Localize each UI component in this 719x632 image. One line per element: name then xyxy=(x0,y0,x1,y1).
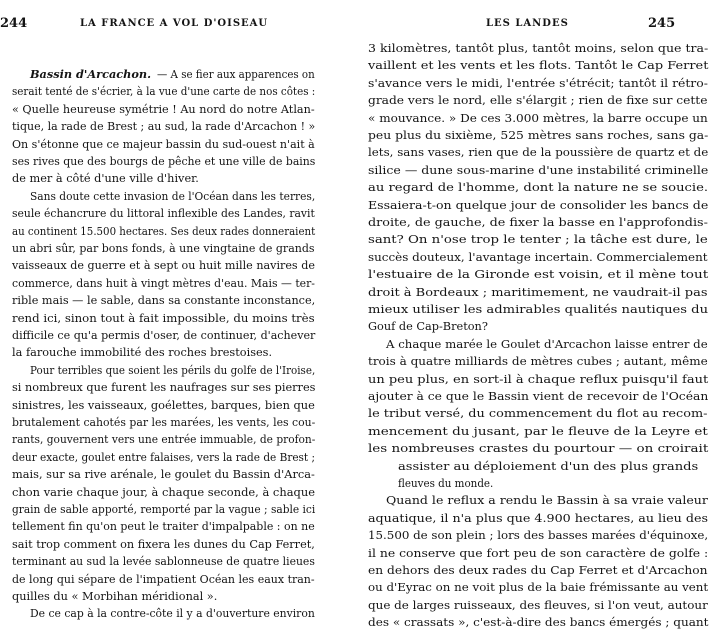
text-line: lets, sans vases, rien que de la poussière de quartz et de xyxy=(368,146,709,160)
text-line: silice — dune sous-marine d'une instabilité criminelle xyxy=(368,163,709,177)
text-line: trois à quatre milliards de mètres cubes ; autant, même xyxy=(368,355,708,369)
text-line: un abri sûr, par bons fonds, à une vingtaine de grands xyxy=(12,242,315,255)
text-line: sait trop comment on fixera les dunes du Cap Ferret, xyxy=(12,537,315,551)
text-line: commerce, dans huit à vingt mètres d'eau. Mais — ter- xyxy=(12,276,315,290)
text-line: seule échancrure du littoral inflexible des Landes, ravit xyxy=(12,207,315,221)
text-line: au continent 15.500 hectares. Ses deux rades donneraient xyxy=(12,224,316,238)
text-line: aquatique, il n'a plus que 4.900 hectares, au lieu des xyxy=(368,511,708,525)
text-line: A chaque marée le Goulet d'Arcachon laisse entrer de xyxy=(386,337,708,351)
text-line: Gouf de Cap-Breton? xyxy=(368,320,488,334)
text-line: rible mais — le sable, dans sa constante inconstance, xyxy=(12,294,316,308)
text-line: l'estuaire de la Gironde est voisin, et il mène tout xyxy=(368,268,709,282)
text-line: si nombreux que furent les naufrages sur ses pierres xyxy=(12,381,316,395)
text-line: fleuves du monde. xyxy=(398,477,494,490)
text-line: brutalement cahotés par les marées, les vents, les cou- xyxy=(12,416,316,429)
text-line: « Quelle heureuse symétrie ! Au nord do notre Atlan- xyxy=(12,102,315,116)
text-line: serait tenté de s'écrier, à la vue d'une carte de nos côtes : xyxy=(12,85,316,99)
text-line: le tribut versé, du commencement du flot au recom- xyxy=(368,407,708,421)
text-line: terminant au sud la levée sablonneuse de quatre lieues xyxy=(12,555,315,569)
text-line: Essaiera-t-on quelque jour de consolider les bancs de xyxy=(368,198,709,212)
text-line: droite, de gauche, de fixer la basse en l'approfondis- xyxy=(368,216,708,229)
text-line: mais, sur sa rive arénale, le goulet du Bassin d'Arca- xyxy=(12,468,315,482)
text-line: il ne conserve que fort peu de son caractère de golfe : xyxy=(368,546,709,560)
text-line: la farouche immobilité des roches brestoises. xyxy=(12,346,273,360)
text-line: mencement du jusant, par le fleuve de la Leyre et xyxy=(368,424,708,438)
text-line: Quand le reflux a rendu le Bassin à sa vraie valeur xyxy=(386,494,708,508)
text-line: rants, gouvernent vers une entrée immuable, de profon- xyxy=(12,433,316,447)
text-line: — A se fier aux apparences on xyxy=(157,68,315,81)
text-line: en dehors des deux rades du Cap Ferret et d'Arcachon xyxy=(368,564,708,577)
text-line: tellement fin qu'on peut le traiter d'impalpable : on ne xyxy=(12,520,315,534)
text-line: difficile ce qu'a permis d'oser, de continuer, d'achever xyxy=(12,329,316,342)
text-line: tique, la rade de Brest ; au sud, la rade d'Arcachon ! » xyxy=(12,120,316,134)
text-line: de mer à côté d'une ville d'hiver. xyxy=(12,172,199,186)
text-line: ajouter à ce que le Bassin vient de recevoir de l'Océan xyxy=(368,390,709,403)
text-line: sinistres, les vaisseaux, goélettes, barques, bien que xyxy=(12,398,315,412)
text-line: ou d'Eyrac on ne voit plus de la baie frémissante au vent xyxy=(368,581,709,595)
text-line: des « crassats », c'est-à-dire des bancs émergés ; quant xyxy=(368,616,709,630)
text-line: succès douteux, l'avantage incertain. Commercialement xyxy=(368,250,708,264)
section-heading: Bassin d'Arcachon. xyxy=(30,67,152,81)
text-line: quilles du « Morbihan méridional ». xyxy=(12,590,218,603)
text-line: peu plus du sixième, 525 mètres sans roches, sans ga- xyxy=(368,129,709,142)
text-line: assister au déploiement d'un des plus grands xyxy=(398,459,699,473)
text-line: sant? On n'ose trop le tenter ; la tâche est dure, le xyxy=(368,233,708,247)
text-line: deur exacte, goulet entre falaises, vers la rade de Brest ; xyxy=(12,450,316,464)
left-page xyxy=(0,0,360,621)
text-line: chon varie chaque jour, à chaque seconde, à chaque xyxy=(12,485,316,499)
text-line: 3 kilomètres, tantôt plus, tantôt moins, selon que tra- xyxy=(368,42,709,55)
page-number: 244 xyxy=(0,16,28,31)
text-line: mieux utiliser les admirables qualités nautiques du xyxy=(368,303,709,316)
page-number: 245 xyxy=(648,16,676,31)
text-line: De ce cap à la contre-côte il y a d'ouverture environ xyxy=(30,607,315,621)
text-line: On s'étonne que ce majeur bassin du sud-ouest n'ait à xyxy=(12,137,315,151)
text-line: que de larges ruisseaux, des fleuves, si l'on veut, autour xyxy=(368,598,708,612)
text-line: au regard de l'homme, dont la nature ne se soucie. xyxy=(368,181,709,195)
text-line: les nombreuses crastes du pourtour — on croirait xyxy=(368,442,709,456)
text-line: grain de sable apporté, remporté par la vague ; sable ici xyxy=(12,503,316,516)
text-line: Pour terribles que soient les périls du golfe de l'Iroise, xyxy=(30,363,316,377)
running-head: LES LANDES xyxy=(486,18,569,29)
text-line: vaisseaux de guerre et à sept ou huit mille navires de xyxy=(12,259,315,273)
text-line: s'avance vers le midi, l'entrée s'étrécit; tantôt il rétro- xyxy=(368,76,708,90)
text-line: Sans doute cette invasion de l'Océan dans les terres, xyxy=(30,189,316,203)
text-line: « mouvance. » De ces 3.000 mètres, la barre occupe un xyxy=(368,111,708,125)
text-line: un peu plus, en sort-il à chaque reflux puisqu'il faut xyxy=(368,372,709,386)
right-page xyxy=(360,0,719,630)
running-head: LA FRANCE A VOL D'OISEAU xyxy=(80,18,269,29)
text-line: ses rives que des bourgs de pêche et une ville de bains xyxy=(12,155,316,168)
text-line: vaillent et les vents et les flots. Tantôt le Cap Ferret xyxy=(368,59,709,73)
text-line: droit à Bordeaux ; maritimement, ne vaudrait-il pas xyxy=(368,285,708,299)
text-line: de long qui sépare de l'impatient Océan les eaux tran- xyxy=(12,572,315,586)
text-line: 15.500 de son plein ; lors des basses marées d'équinoxe, xyxy=(368,529,709,543)
text-line: grade vers le nord, elle s'élargit ; rien de fixe sur cette xyxy=(368,94,708,108)
text-line: rend ici, sinon tout à fait impossible, du moins très xyxy=(12,311,315,325)
